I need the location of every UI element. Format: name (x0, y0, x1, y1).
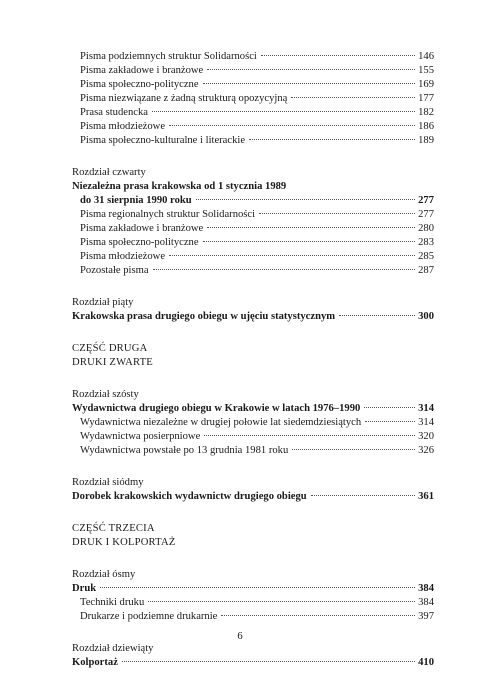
toc-entry: do 31 sierpnia 1990 roku 277 (80, 195, 434, 206)
part-title: DRUKI ZWARTE (72, 357, 153, 368)
dot-leader (365, 420, 415, 422)
chapter-5 (72, 296, 434, 324)
chapter-heading: Rozdział czwarty (72, 167, 146, 178)
toc-entry: Wydawnictwa powstałe po 13 grudnia 1981 roku 326 (80, 445, 434, 456)
part-title: DRUK I KOLPORTAŻ (72, 537, 176, 548)
toc-entry: Pisma społeczno-kulturalne i literackie 189 (80, 135, 434, 146)
dot-leader (169, 124, 415, 126)
toc-entry: Drukarze i podziemne drukarnie 397 (80, 611, 434, 622)
dot-leader (152, 110, 415, 112)
dot-leader (261, 54, 415, 56)
chapter-9 (72, 642, 434, 670)
toc-entry: Pisma niezwiązane z żadną strukturą opozycyjną 177 (80, 93, 434, 104)
page-number: 6 (237, 631, 243, 642)
toc-entry: Pisma regionalnych struktur Solidarności 277 (80, 209, 434, 220)
dot-leader (153, 268, 415, 270)
dot-leader (207, 68, 415, 70)
toc-entry: Kolportaż 410 (72, 657, 434, 668)
toc-entry: Prasa studencka 182 (80, 107, 434, 118)
toc-entry: Wydawnictwa drugiego obiegu w Krakowie w latach 1976–1990 314 (72, 403, 434, 414)
toc-entry: Pisma zakładowe i branżowe 155 (80, 65, 434, 76)
chapter-4 (72, 166, 434, 278)
section-list-continued (72, 50, 434, 148)
toc-entry: Pisma zakładowe i branżowe 280 (80, 223, 434, 234)
toc-entry: Wydawnictwa niezależne w drugiej połowie lat siedemdziesiątych 314 (80, 417, 434, 428)
toc-entry: Dorobek krakowskich wydawnictw drugiego obiegu 361 (72, 491, 434, 502)
toc-entry: Techniki druku 384 (80, 597, 434, 608)
dot-leader (249, 138, 415, 140)
part-heading: CZĘŚĆ TRZECIA (72, 523, 155, 534)
toc-entry: Pisma młodzieżowe 186 (80, 121, 434, 132)
dot-leader (203, 82, 415, 84)
dot-leader (292, 448, 415, 450)
table-of-contents (72, 50, 434, 670)
dot-leader (169, 254, 415, 256)
toc-entry: Krakowska prasa drugiego obiegu w ujęciu statystycznym 300 (72, 311, 434, 322)
toc-entry: Wydawnictwa posierpniowe 320 (80, 431, 434, 442)
part-two (72, 342, 434, 370)
part-three (72, 522, 434, 550)
dot-leader (203, 240, 415, 242)
dot-leader (339, 314, 415, 316)
part-heading: CZĘŚĆ DRUGA (72, 343, 148, 354)
toc-entry: Pisma podziemnych struktur Solidarności 146 (80, 51, 434, 62)
dot-leader (100, 586, 415, 588)
chapter-heading: Rozdział piąty (72, 297, 134, 308)
dot-leader (364, 406, 415, 408)
chapter-heading: Rozdział ósmy (72, 569, 136, 580)
chapter-6 (72, 388, 434, 458)
toc-entry: Druk 384 (72, 583, 434, 594)
chapter-heading: Rozdział dziewiąty (72, 643, 154, 654)
dot-leader (122, 660, 415, 662)
chapter-7 (72, 476, 434, 504)
chapter-8 (72, 568, 434, 624)
dot-leader (311, 494, 415, 496)
dot-leader (204, 434, 415, 436)
toc-entry: Pisma społeczno-polityczne 169 (80, 79, 434, 90)
toc-entry: Pisma społeczno-polityczne 283 (80, 237, 434, 248)
dot-leader (196, 198, 415, 200)
chapter-heading: Rozdział siódmy (72, 477, 144, 488)
toc-entry: Pozostałe pisma 287 (80, 265, 434, 276)
dot-leader (207, 226, 415, 228)
chapter-heading: Rozdział szósty (72, 389, 139, 400)
toc-entry: Pisma młodzieżowe 285 (80, 251, 434, 262)
dot-leader (148, 600, 415, 602)
dot-leader (291, 96, 415, 98)
dot-leader (259, 212, 415, 214)
chapter-title: Niezależna prasa krakowska od 1 stycznia 1989 (72, 181, 287, 192)
dot-leader (221, 614, 415, 616)
